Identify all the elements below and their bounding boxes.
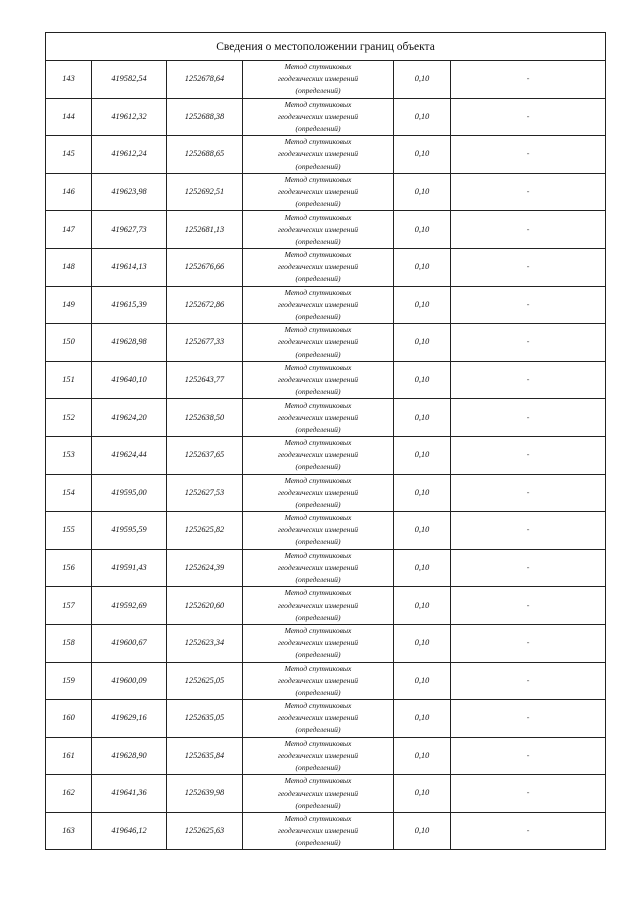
method-line: геодезических измерений	[277, 713, 359, 723]
note-cell: -	[451, 399, 606, 437]
x-coordinate-cell: 419595,00	[92, 474, 167, 512]
method-line: Метод спутниковых	[284, 400, 352, 410]
method-line: Метод спутниковых	[284, 212, 352, 222]
y-coordinate-cell: 1252672,86	[167, 286, 243, 324]
point-number-cell: 150	[46, 324, 92, 362]
accuracy-cell: 0,10	[394, 399, 451, 437]
method-line: (определений)	[295, 199, 341, 209]
table-row	[46, 812, 606, 850]
method-line: (определений)	[295, 387, 341, 397]
note-cell: -	[451, 136, 606, 174]
table-row	[46, 587, 606, 625]
method-line: геодезических измерений	[277, 450, 359, 460]
x-coordinate-cell: 419612,32	[92, 98, 167, 136]
table-row	[46, 737, 606, 775]
method-line: Метод спутниковых	[284, 250, 352, 260]
note-cell: -	[451, 700, 606, 738]
note-cell: -	[451, 474, 606, 512]
note-cell: -	[451, 361, 606, 399]
method-line: (определений)	[295, 274, 341, 284]
point-number-cell: 154	[46, 474, 92, 512]
method-line: Метод спутниковых	[284, 550, 352, 560]
method-line: Метод спутниковых	[284, 588, 352, 598]
method-line: (определений)	[295, 236, 341, 246]
x-coordinate-cell: 419641,36	[92, 775, 167, 813]
y-coordinate-cell: 1252639,98	[167, 775, 243, 813]
y-coordinate-cell: 1252638,50	[167, 399, 243, 437]
y-coordinate-cell: 1252681,13	[167, 211, 243, 249]
x-coordinate-cell: 419624,20	[92, 399, 167, 437]
method-cell	[243, 662, 394, 700]
point-number-cell: 147	[46, 211, 92, 249]
point-number-cell: 162	[46, 775, 92, 813]
y-coordinate-cell: 1252635,84	[167, 737, 243, 775]
note-cell: -	[451, 98, 606, 136]
method-line: геодезических измерений	[277, 375, 359, 384]
point-number-cell: 152	[46, 399, 92, 437]
note-cell: -	[451, 775, 606, 813]
document-page	[45, 32, 605, 850]
method-cell	[243, 286, 394, 324]
point-number-cell: 146	[46, 173, 92, 211]
method-line: Метод спутниковых	[284, 62, 352, 72]
method-cell	[243, 737, 394, 775]
method-cell	[243, 624, 394, 662]
point-number-cell: 155	[46, 512, 92, 550]
note-cell: -	[451, 173, 606, 211]
method-cell	[243, 248, 394, 286]
point-number-cell: 161	[46, 737, 92, 775]
table-row	[46, 248, 606, 286]
method-line: (определений)	[295, 499, 341, 509]
table-row	[46, 211, 606, 249]
method-cell	[243, 436, 394, 474]
note-cell: -	[451, 248, 606, 286]
method-line: Метод спутниковых	[284, 174, 352, 184]
x-coordinate-cell: 419591,43	[92, 549, 167, 587]
accuracy-cell: 0,10	[394, 587, 451, 625]
x-coordinate-cell: 419612,24	[92, 136, 167, 174]
method-line: Метод спутниковых	[284, 475, 352, 485]
method-line: геодезических измерений	[277, 149, 359, 159]
accuracy-cell: 0,10	[394, 361, 451, 399]
table-row	[46, 474, 606, 512]
x-coordinate-cell: 419592,69	[92, 587, 167, 625]
method-line: геодезических измерений	[277, 487, 359, 497]
y-coordinate-cell: 1252692,51	[167, 173, 243, 211]
method-cell	[243, 775, 394, 813]
method-line: (определений)	[295, 123, 341, 133]
method-cell	[243, 512, 394, 550]
method-line: геодезических измерений	[277, 600, 359, 610]
table-title: Сведения о местоположении границ объекта	[46, 33, 606, 61]
method-line: геодезических измерений	[277, 525, 359, 535]
table-row	[46, 775, 606, 813]
method-cell	[243, 812, 394, 850]
y-coordinate-cell: 1252688,38	[167, 98, 243, 136]
x-coordinate-cell: 419628,90	[92, 737, 167, 775]
accuracy-cell: 0,10	[394, 512, 451, 550]
x-coordinate-cell: 419629,16	[92, 700, 167, 738]
accuracy-cell: 0,10	[394, 662, 451, 700]
point-number-cell: 151	[46, 361, 92, 399]
note-cell: -	[451, 436, 606, 474]
note-cell: -	[451, 737, 606, 775]
method-line: геодезических измерений	[277, 111, 359, 121]
x-coordinate-cell: 419627,73	[92, 211, 167, 249]
method-line: геодезических измерений	[277, 675, 359, 685]
method-line: (определений)	[295, 575, 341, 585]
method-line: геодезических измерений	[277, 187, 359, 197]
method-line: геодезических измерений	[277, 638, 359, 648]
method-line: Метод спутниковых	[284, 738, 352, 748]
x-coordinate-cell: 419582,54	[92, 61, 167, 99]
table-row	[46, 549, 606, 587]
method-line: (определений)	[295, 800, 341, 810]
method-line: Метод спутниковых	[284, 362, 352, 372]
method-line: геодезических измерений	[277, 299, 359, 309]
note-cell: -	[451, 812, 606, 850]
method-cell	[243, 587, 394, 625]
y-coordinate-cell: 1252627,53	[167, 474, 243, 512]
accuracy-cell: 0,10	[394, 324, 451, 362]
method-line: геодезических измерений	[277, 788, 359, 798]
method-line: (определений)	[295, 462, 341, 472]
table-title-row	[46, 33, 606, 61]
y-coordinate-cell: 1252677,33	[167, 324, 243, 362]
method-cell	[243, 474, 394, 512]
method-line: геодезических измерений	[277, 224, 359, 234]
point-number-cell: 157	[46, 587, 92, 625]
method-line: Метод спутниковых	[284, 814, 352, 824]
x-coordinate-cell: 419614,13	[92, 248, 167, 286]
accuracy-cell: 0,10	[394, 98, 451, 136]
method-line: (определений)	[295, 311, 341, 321]
y-coordinate-cell: 1252620,60	[167, 587, 243, 625]
method-line: (определений)	[295, 537, 341, 547]
method-line: геодезических измерений	[277, 262, 359, 272]
table-row	[46, 286, 606, 324]
table-row	[46, 61, 606, 99]
method-line: (определений)	[295, 161, 341, 171]
method-line: Метод спутниковых	[284, 287, 352, 297]
method-line: геодезических измерений	[277, 750, 359, 760]
table-row	[46, 136, 606, 174]
method-cell	[243, 361, 394, 399]
y-coordinate-cell: 1252635,05	[167, 700, 243, 738]
x-coordinate-cell: 419600,09	[92, 662, 167, 700]
accuracy-cell: 0,10	[394, 248, 451, 286]
accuracy-cell: 0,10	[394, 474, 451, 512]
boundary-coordinates-table	[45, 32, 606, 850]
method-line: (определений)	[295, 612, 341, 622]
method-line: (определений)	[295, 650, 341, 660]
point-number-cell: 149	[46, 286, 92, 324]
point-number-cell: 145	[46, 136, 92, 174]
note-cell: -	[451, 662, 606, 700]
accuracy-cell: 0,10	[394, 173, 451, 211]
method-line: геодезических измерений	[277, 74, 359, 84]
table-row	[46, 361, 606, 399]
accuracy-cell: 0,10	[394, 775, 451, 813]
point-number-cell: 159	[46, 662, 92, 700]
table-body	[46, 33, 606, 850]
method-line: Метод спутниковых	[284, 701, 352, 711]
accuracy-cell: 0,10	[394, 136, 451, 174]
method-line: (определений)	[295, 838, 341, 848]
note-cell: -	[451, 324, 606, 362]
method-cell	[243, 324, 394, 362]
x-coordinate-cell: 419628,98	[92, 324, 167, 362]
note-cell: -	[451, 512, 606, 550]
method-cell	[243, 173, 394, 211]
y-coordinate-cell: 1252625,63	[167, 812, 243, 850]
note-cell: -	[451, 211, 606, 249]
accuracy-cell: 0,10	[394, 286, 451, 324]
accuracy-cell: 0,10	[394, 61, 451, 99]
table-row	[46, 512, 606, 550]
point-number-cell: 148	[46, 248, 92, 286]
method-cell	[243, 399, 394, 437]
method-line: Метод спутниковых	[284, 99, 352, 109]
method-line: (определений)	[295, 349, 341, 359]
x-coordinate-cell: 419624,44	[92, 436, 167, 474]
y-coordinate-cell: 1252688,65	[167, 136, 243, 174]
method-line: геодезических измерений	[277, 826, 359, 836]
table-row	[46, 173, 606, 211]
method-cell	[243, 700, 394, 738]
note-cell: -	[451, 286, 606, 324]
method-cell	[243, 549, 394, 587]
method-line: Метод спутниковых	[284, 137, 352, 147]
y-coordinate-cell: 1252643,77	[167, 361, 243, 399]
accuracy-cell: 0,10	[394, 211, 451, 249]
method-line: (определений)	[295, 424, 341, 434]
method-line: геодезических измерений	[277, 562, 359, 572]
accuracy-cell: 0,10	[394, 737, 451, 775]
accuracy-cell: 0,10	[394, 436, 451, 474]
table-row	[46, 700, 606, 738]
table-row	[46, 399, 606, 437]
x-coordinate-cell: 419600,67	[92, 624, 167, 662]
accuracy-cell: 0,10	[394, 549, 451, 587]
point-number-cell: 144	[46, 98, 92, 136]
point-number-cell: 156	[46, 549, 92, 587]
accuracy-cell: 0,10	[394, 700, 451, 738]
table-row	[46, 624, 606, 662]
accuracy-cell: 0,10	[394, 812, 451, 850]
method-line: Метод спутниковых	[284, 325, 352, 335]
note-cell: -	[451, 549, 606, 587]
y-coordinate-cell: 1252676,66	[167, 248, 243, 286]
point-number-cell: 158	[46, 624, 92, 662]
method-cell	[243, 136, 394, 174]
method-line: Метод спутниковых	[284, 438, 352, 448]
table-row	[46, 662, 606, 700]
method-line: (определений)	[295, 86, 341, 96]
point-number-cell: 160	[46, 700, 92, 738]
x-coordinate-cell: 419646,12	[92, 812, 167, 850]
x-coordinate-cell: 419623,98	[92, 173, 167, 211]
note-cell: -	[451, 624, 606, 662]
y-coordinate-cell: 1252624,39	[167, 549, 243, 587]
y-coordinate-cell: 1252623,34	[167, 624, 243, 662]
accuracy-cell: 0,10	[394, 624, 451, 662]
point-number-cell: 163	[46, 812, 92, 850]
point-number-cell: 143	[46, 61, 92, 99]
point-number-cell: 153	[46, 436, 92, 474]
note-cell: -	[451, 61, 606, 99]
note-cell: -	[451, 587, 606, 625]
x-coordinate-cell: 419615,39	[92, 286, 167, 324]
method-line: Метод спутниковых	[284, 663, 352, 673]
table-row	[46, 436, 606, 474]
table-row	[46, 98, 606, 136]
method-line: (определений)	[295, 725, 341, 735]
method-line: Метод спутниковых	[284, 776, 352, 786]
y-coordinate-cell: 1252625,05	[167, 662, 243, 700]
method-line: Метод спутниковых	[284, 626, 352, 636]
x-coordinate-cell: 419595,59	[92, 512, 167, 550]
y-coordinate-cell: 1252625,82	[167, 512, 243, 550]
method-cell	[243, 98, 394, 136]
y-coordinate-cell: 1252678,64	[167, 61, 243, 99]
method-line: (определений)	[295, 763, 341, 773]
method-cell	[243, 61, 394, 99]
y-coordinate-cell: 1252637,65	[167, 436, 243, 474]
x-coordinate-cell: 419640,10	[92, 361, 167, 399]
table-row	[46, 324, 606, 362]
method-cell	[243, 211, 394, 249]
method-line: геодезических измерений	[277, 337, 359, 347]
method-line: (определений)	[295, 687, 341, 697]
method-line: геодезических измерений	[277, 412, 359, 422]
method-line: Метод спутниковых	[284, 513, 352, 523]
